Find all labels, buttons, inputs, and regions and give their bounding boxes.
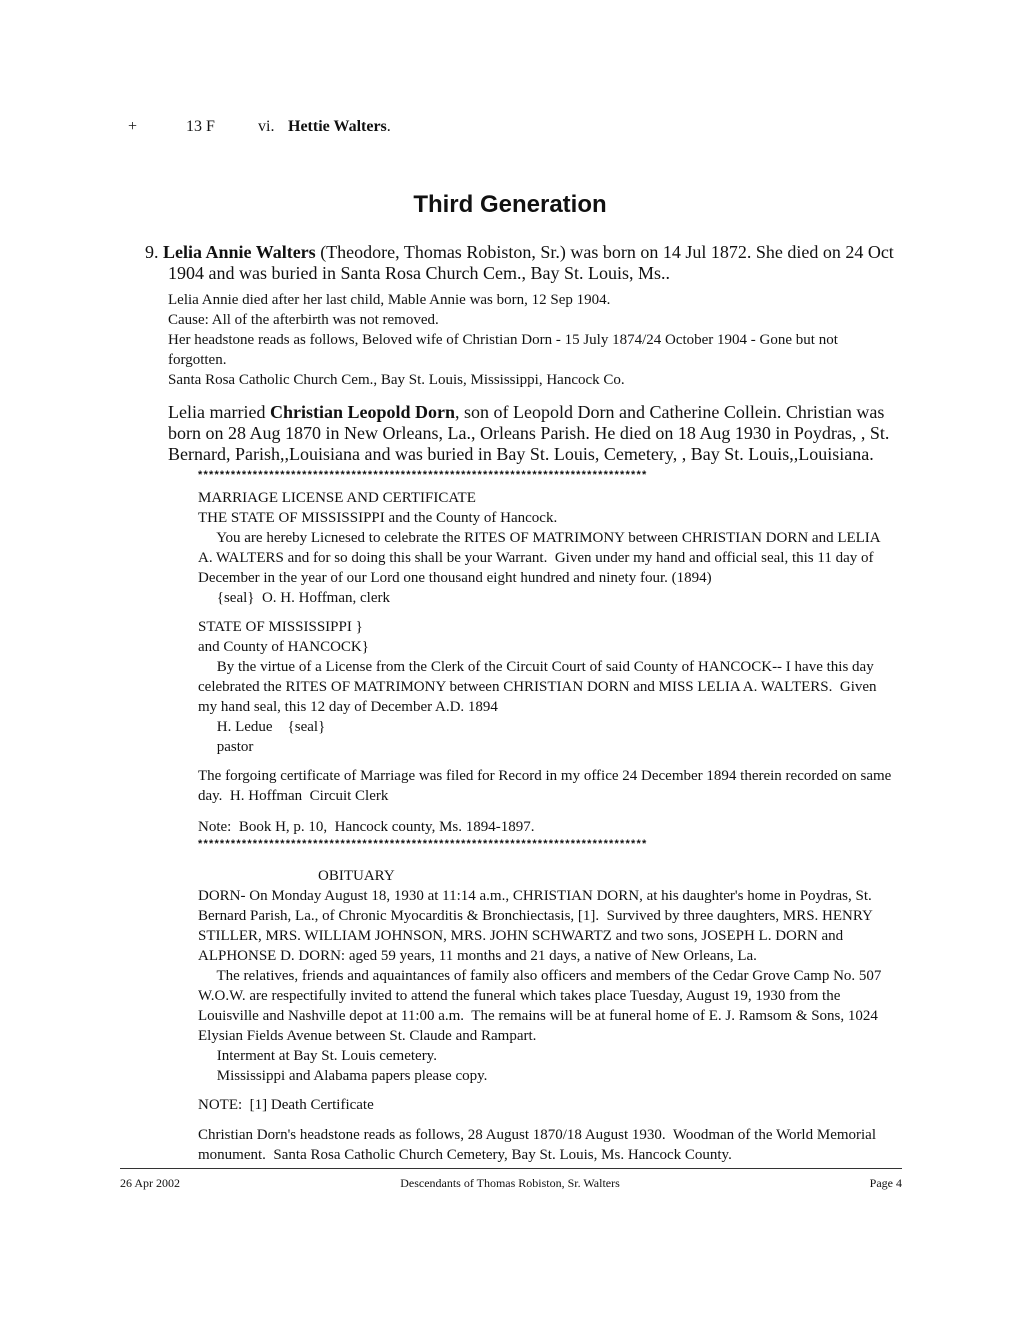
header-entry [0, 117, 1020, 137]
child-name-text: Hettie Walters [288, 118, 387, 135]
note-line: Lelia Annie died after her last child, Mable Annie was born, 12 Sep 1904. [168, 292, 611, 308]
obituary [198, 886, 903, 1086]
plus-marker: + [128, 118, 138, 135]
obituary-line: Bernard Parish, La., of Chronic Myocarditis & Bronchiectasis, [1]. Survived by three daughters, MRS. HENRY [198, 908, 873, 924]
obituary-line: STILLER, MRS. WILLIAM JOHNSON, MRS. JOHN SCHWARTZ and two sons, JOSEPH L. DORN and [198, 928, 844, 944]
headstone-line: monument. Santa Rosa Catholic Church Cemetery, Bay St. Louis, Ms. Hancock County. [198, 1147, 732, 1163]
marriage-line: Bernard, Parish,,Louisiana and was buried in Bay St. Louis, Cemetery, , Bay St. Louis,,Louisiana. [168, 444, 874, 464]
footer-rule [120, 1168, 902, 1169]
license-line: A. WALTERS and for so doing this shall be your Warrant. Given under my hand and official seal, this 11 day of [198, 550, 874, 566]
note-line: forgotten. [168, 352, 227, 368]
entry-number: 13 F [186, 118, 215, 135]
entry-9-line2: 1904 and was buried in Santa Rosa Church Cem., Bay St. Louis, Ms.. [168, 263, 670, 283]
entry-9-line1-rest: (Theodore, Thomas Robiston, Sr.) was born on 14 Jul 1872. She died on 24 Oct [315, 242, 894, 262]
divider-stars: ********************************************************************************** [198, 838, 648, 850]
footer-title: Descendants of Thomas Robiston, Sr. Walters [400, 1176, 620, 1190]
filing-line: day. H. Hoffman Circuit Clerk [198, 788, 389, 804]
entry-9-name: Lelia Annie Walters [163, 242, 316, 262]
footer-date: 26 Apr 2002 [120, 1176, 180, 1190]
obituary-line: Elysian Fields Avenue between St. Claude and Rampart. [198, 1028, 537, 1044]
child-name [288, 117, 391, 137]
obituary-line: ALPHONSE D. DORN: aged 59 years, 11 months and 21 days, a native of New Orleans, La. [198, 948, 757, 964]
marriage-line [168, 402, 908, 423]
note-line: Her headstone reads as follows, Beloved wife of Christian Dorn - 15 July 1874/24 October 1904 - Gone but not [168, 332, 838, 348]
obituary-line: Louisville and Nashville depot at 11:00 a.m. The remains will be at funeral home of E. J. Ramsom & Sons, 1024 [198, 1008, 878, 1024]
cert-line: H. Ledue {seal} [198, 719, 326, 735]
divider-stars: ********************************************************************************** [198, 469, 648, 481]
cert-line: celebrated the RITES OF MATRIMONY between CHRISTIAN DORN and MISS LELIA A. WALTERS. Given [198, 679, 877, 695]
marriage-license [198, 488, 903, 608]
book-note: Note: Book H, p. 10, Hancock county, Ms. 1894-1897. [198, 819, 535, 835]
obituary-heading: OBITUARY [318, 868, 395, 884]
license-line: December in the year of our Lord one thousand eight hundred and ninety four. (1894) [198, 570, 712, 586]
headstone-line: Christian Dorn's headstone reads as follows, 28 August 1870/18 August 1930. Woodman of the World Memorial [198, 1127, 877, 1143]
spouse-name: Christian Leopold Dorn [269, 402, 455, 422]
entry-9-line1 [145, 242, 905, 263]
obituary-line: W.O.W. are respectifully invited to attend the funeral which takes place Tuesday, August 19, 1930 from the [198, 988, 841, 1004]
marriage-text: Lelia married [168, 402, 270, 422]
entry-9-notes [168, 290, 908, 390]
filing-line: The forgoing certificate of Marriage was filed for Record in my office 24 December 1894 therein recorded on same [198, 768, 892, 784]
note-line: Cause: All of the afterbirth was not removed. [168, 312, 439, 328]
cert-line: my hand seal, this 12 day of December A.D. 1894 [198, 699, 498, 715]
child-name-suffix: . [386, 118, 391, 135]
filing-note [198, 766, 903, 806]
marriage-paragraph [168, 402, 908, 465]
license-line: MARRIAGE LICENSE AND CERTIFICATE [198, 490, 476, 506]
death-note: NOTE: [1] Death Certificate [198, 1097, 374, 1113]
roman-numeral: vi. [258, 118, 275, 135]
cert-line: and County of HANCOCK} [198, 639, 369, 655]
cert-line: STATE OF MISSISSIPPI } [198, 619, 363, 635]
license-line: {seal} O. H. Hoffman, clerk [198, 590, 390, 606]
section-title: Third Generation [413, 191, 607, 218]
obituary-line: The relatives, friends and aquaintances of family also officers and members of the Cedar Grove Camp No. 507 [198, 968, 882, 984]
footer-page: Page 4 [869, 1176, 902, 1190]
obituary-line: Mississippi and Alabama papers please copy. [198, 1068, 488, 1084]
entry-9-number: 9. [145, 242, 159, 262]
marriage-text: , son of Leopold Dorn and Catherine Collein. Christian was [454, 402, 885, 422]
headstone-note [198, 1125, 903, 1165]
cert-line: pastor [198, 739, 254, 755]
license-line: THE STATE OF MISSISSIPPI and the County of Hancock. [198, 510, 558, 526]
note-line: Santa Rosa Catholic Church Cem., Bay St. Louis, Mississippi, Hancock Co. [168, 372, 625, 388]
state-certificate [198, 617, 903, 757]
marriage-line: born on 28 Aug 1870 in New Orleans, La., Orleans Parish. He died on 18 Aug 1930 in Poydras, , St. [168, 423, 890, 443]
cert-line: By the virtue of a License from the Clerk of the Circuit Court of said County of HANCOCK-- I have this day [198, 659, 874, 675]
license-line: You are hereby Licnesed to celebrate the RITES OF MATRIMONY between CHRISTIAN DORN and LELIA [198, 530, 881, 546]
entry-9 [145, 242, 905, 284]
obituary-line: Interment at Bay St. Louis cemetery. [198, 1048, 437, 1064]
obituary-line: DORN- On Monday August 18, 1930 at 11:14 a.m., CHRISTIAN DORN, at his daughter's home in Poydras, St. [198, 888, 872, 904]
